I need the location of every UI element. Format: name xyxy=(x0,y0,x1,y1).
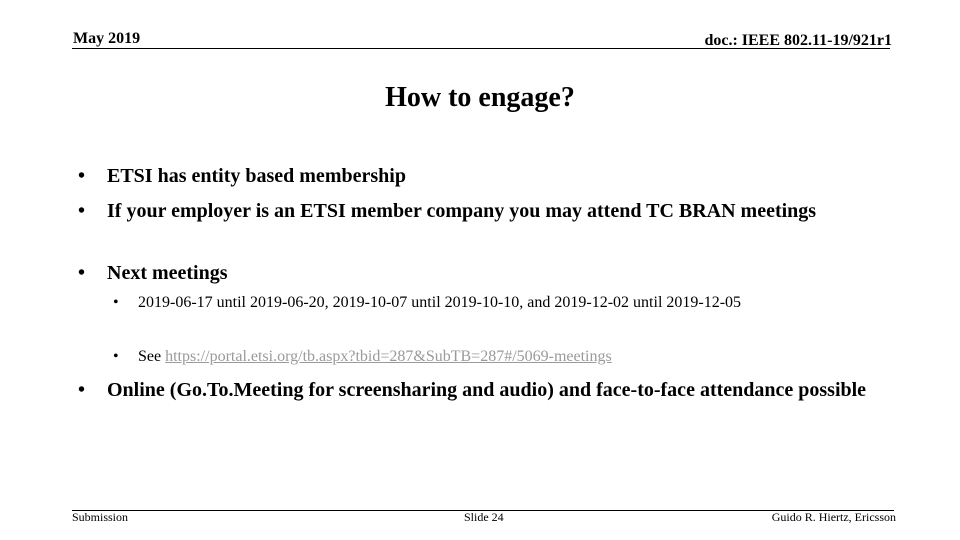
bullet-item xyxy=(78,197,878,225)
sub-bullet-icon: • xyxy=(113,294,119,311)
bullet-text: If your employer is an ETSI member company you may attend TC BRAN meetings xyxy=(107,200,817,222)
sub-bullet-text xyxy=(138,344,883,370)
bullet-item xyxy=(78,259,878,287)
bullet-icon: • xyxy=(78,165,86,187)
header-date: May 2019 xyxy=(73,30,141,47)
bullet-text: Next meetings xyxy=(107,262,228,284)
header-doc-id: doc.: IEEE 802.11-19/921r1 xyxy=(704,32,892,49)
bullet-item xyxy=(78,376,878,404)
bullet-text: Online (Go.To.Meeting for screensharing and audio) and face-to-face attendance possible xyxy=(107,379,867,401)
footer-submission: Submission xyxy=(72,510,129,524)
bullet-icon: • xyxy=(78,200,86,222)
sub-bullet-text: 2019-06-17 until 2019-06-20, 2019-10-07 until 2019-10-10, and 2019-12-02 until 2019-12-05 xyxy=(138,294,742,311)
bullet-text: ETSI has entity based membership xyxy=(107,165,406,187)
meetings-link[interactable]: https://portal.etsi.org/tb.aspx?tbid=287&SubTB=287#/5069-meetings xyxy=(165,348,612,365)
sub-bullet-icon: • xyxy=(113,348,119,365)
bullet-item xyxy=(78,162,878,190)
bullet-icon: • xyxy=(78,262,86,284)
footer-author: Guido R. Hiertz, Ericsson xyxy=(771,510,896,524)
sub-bullet-item xyxy=(113,290,883,316)
sub-bullet-item xyxy=(113,344,883,370)
slide-title: How to engage? xyxy=(385,82,575,113)
sub-bullet-prefix: See xyxy=(138,348,166,365)
bullet-icon: • xyxy=(78,379,86,401)
footer-slide-number: Slide 24 xyxy=(464,510,504,524)
